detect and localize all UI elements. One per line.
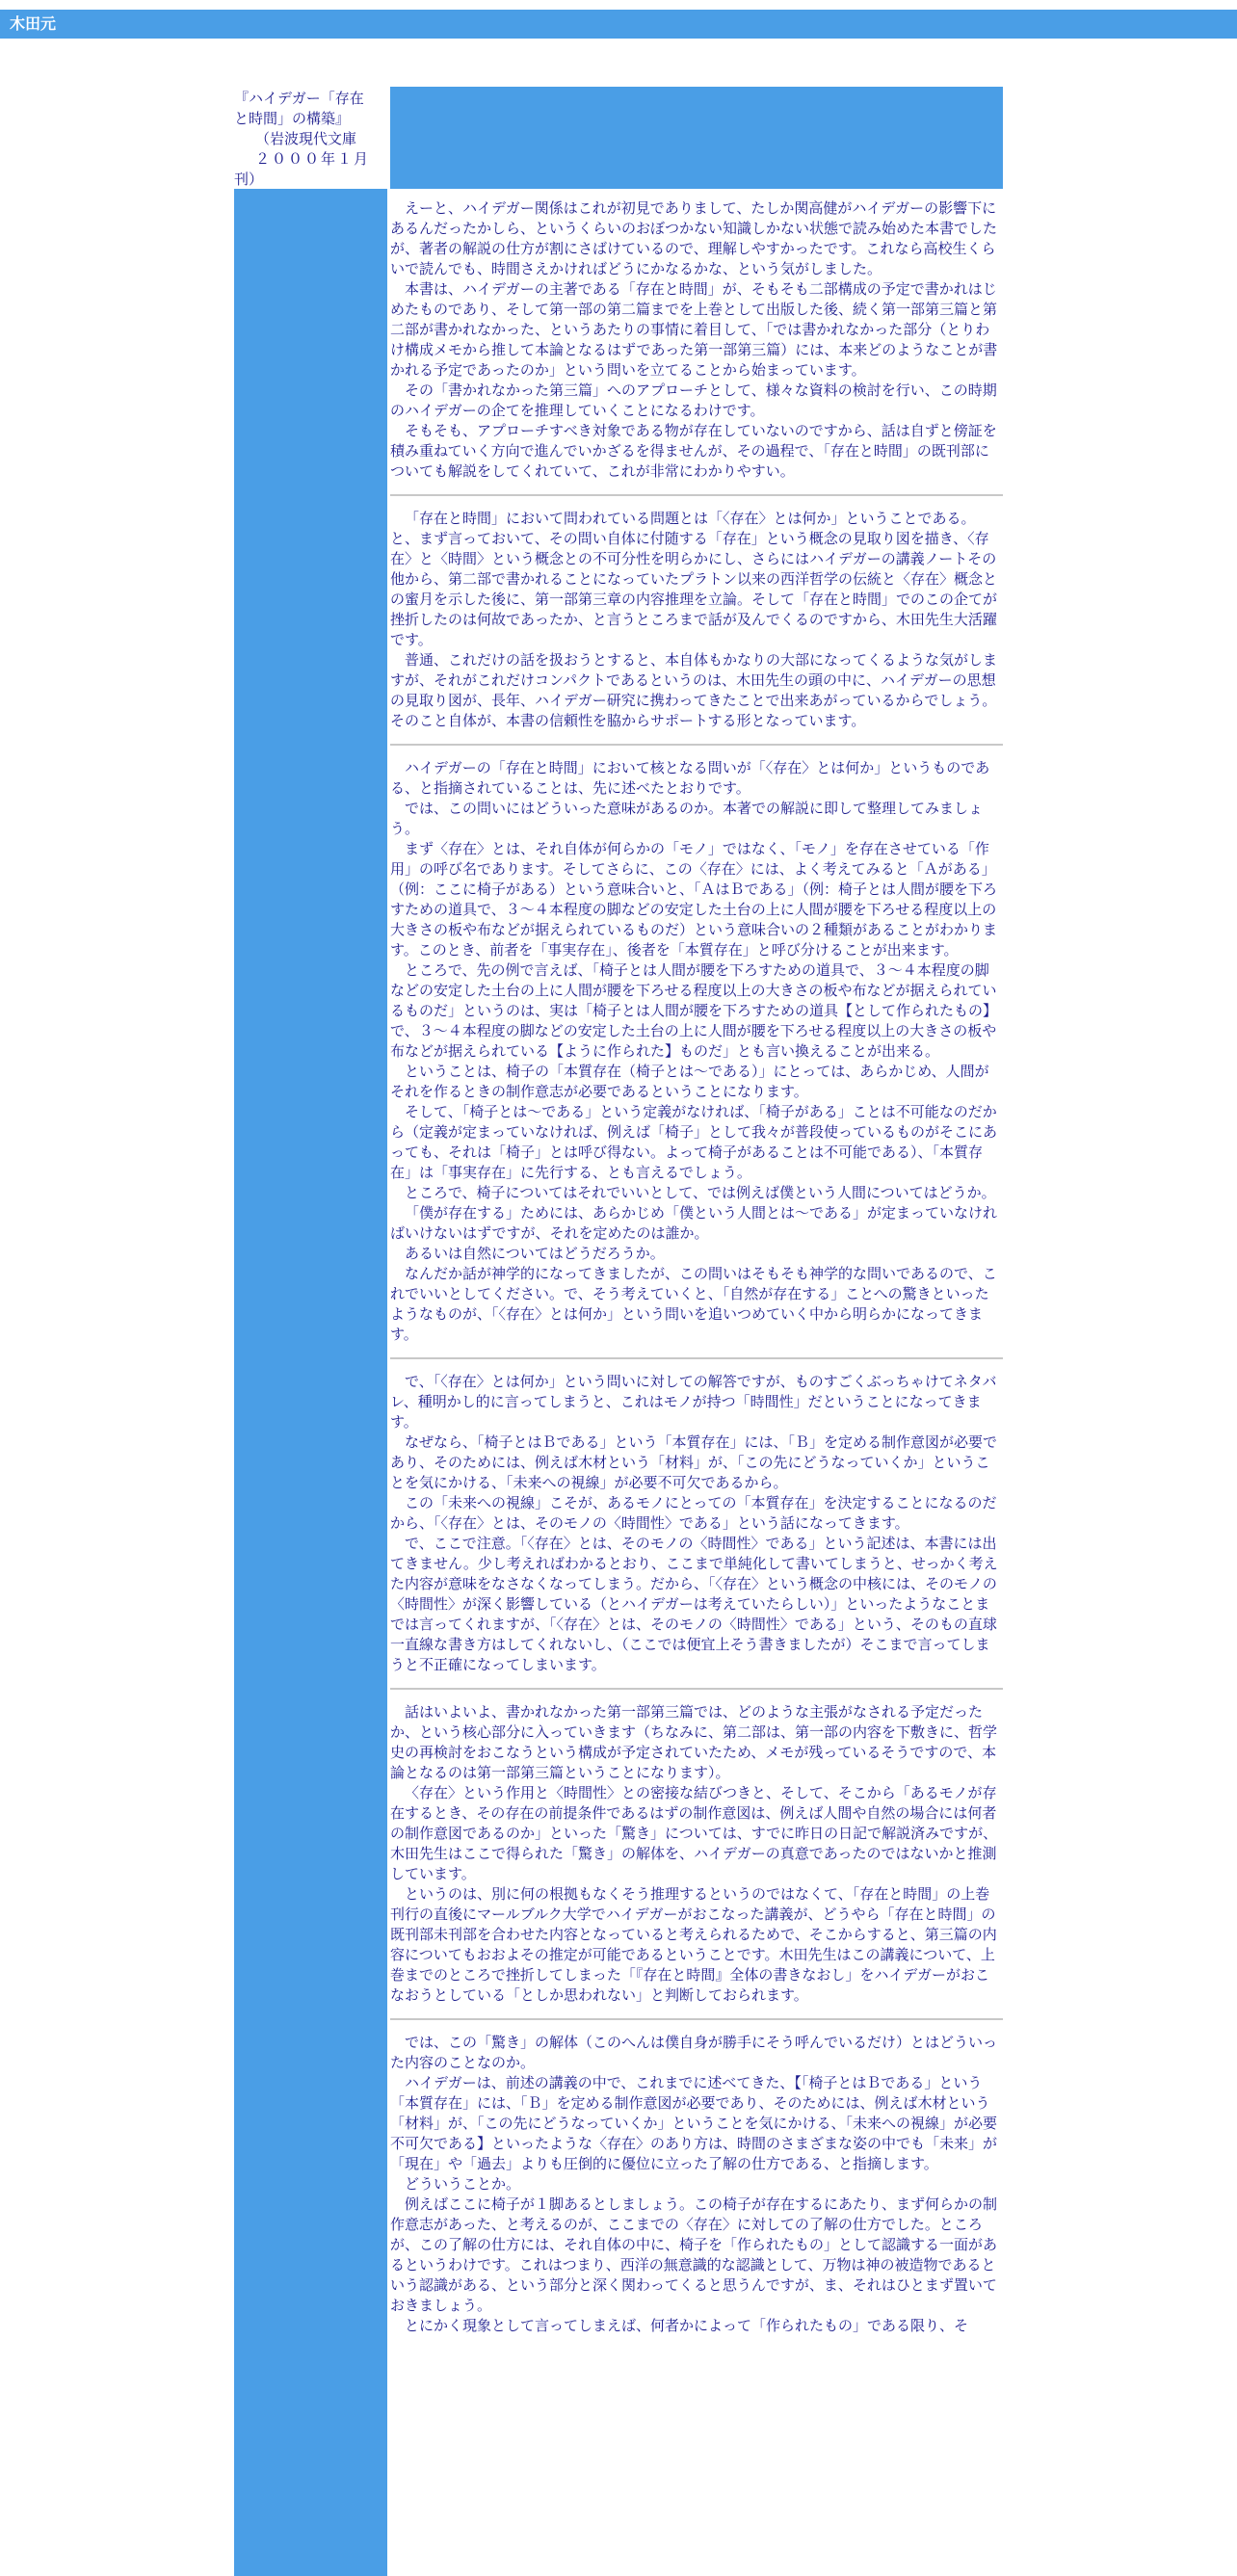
paragraph: というのは、別に何の根拠もなくそう推理するというのではなくて、「存在と時間」の上巻刊行の直後にマールブルク大学でハイデガーがおこなった講義が、どうやら「存在と時間」の既刊部未刊部を合わせた内容となっていると考えられるためで、そこからすると、第三篇の内容についてもおおよその推定が可能であるということです。木田先生はこの講義について、上巻までのところで挫折してしまった「『存在と時間』全体の書きなおし」をハイデガーがおこなおうとしている「としか思われない」と判断しておられます。: [390, 1885, 997, 2004]
book-title: [234, 87, 387, 189]
paragraph: 例えばここに椅子が１脚あるとしましょう。この椅子が存在するにあたり、まず何らかの制作意志があった、と考えるのが、ここまでの〈存在〉に対しての了解の仕方でした。ところが、この了解の仕方には、それ自体の中に、椅子を「作られたもの」として認識する一面があるというわけです。これはつまり、西洋の無意識的な認識として、万物は神の被造物であるという認識がある、という部分と深く関わってくると思うんですが、ま、それはひとまず置いておきましょう。: [390, 2195, 998, 2314]
paragraph: では、この問いにはどういった意味があるのか。本著での解説に即して整理してみましょう。: [390, 800, 984, 837]
section-divider: [390, 1688, 1003, 1690]
paragraph: で、「〈存在〉とは何か」という問いに対しての解答ですが、ものすごくぶっちゃけてネタバレ、種明かし的に言ってしまうと、これはモノが持つ「時間性」だということになってきます。: [390, 1373, 997, 1431]
paragraph: まず〈存在〉とは、それ自体が何らかの「モノ」ではなく、「モノ」を存在させている「作用」の呼び名であります。そしてさらに、この〈存在〉には、よく考えてみると「Ａがある」（例：ここに椅子がある）という意味合いと、「ＡはＢである」（例：椅子とは人間が腰を下ろすための道具で、３～４本程度の脚などの安定した土台の上に人間が腰を下ろせる程度以上の大きさの板や布などが据えられているものだ）という意味合いの２種類があることがわかります。このとき、前者を「事実存在」、後者を「本質存在」と呼び分けることが出来ます。: [390, 840, 998, 959]
title-row: [234, 87, 1003, 189]
section-divider: [390, 494, 1003, 496]
section-divider: [390, 744, 1003, 746]
paragraph: では、この「驚き」の解体（このへんは僕自身が勝手にそう呼んでいるだけ）とはどういった内容のことなのか。: [390, 2034, 998, 2071]
paragraph: そして、「椅子とは～である」という定義がなければ、「椅子がある」ことは不可能なのだから（定義が定まっていなければ、例えば「椅子」として我々が普段使っているものがそこにあっても、それは「椅子」とは呼び得ない。よって椅子があることは不可能である）、「本質存在」は「事実存在」に先行する、とも言えるでしょう。: [390, 1103, 998, 1181]
paragraph: ところで、先の例で言えば、「椅子とは人間が腰を下ろすための道具で、３～４本程度の脚などの安定した土台の上に人間が腰を下ろせる程度以上の大きさの板や布などが据えられているものだ」というのは、実は「椅子とは人間が腰を下ろすための道具【として作られたもの】で、３～４本程度の脚などの安定した土台の上に人間が腰を下ろせる程度以上の大きさの板や布などが据えられている【ように作られた】ものだ」とも言い換えることが出来る。: [390, 961, 998, 1060]
paragraph: なんだか話が神学的になってきましたが、この問いはそもそも神学的な問いであるので、これでいいとしてください。で、そう考えていくと、「自然が存在する」ことへの驚きといったようなものが、「〈存在〉とは何か」という問いを追いつめていく中から明らかになってきます。: [390, 1265, 997, 1343]
review-section: [390, 509, 1003, 741]
paragraph: 「僕が存在する」ためには、あらかじめ「僕という人間とは～である」が定まっていなければいけないはずですが、それを定めたのは誰か。: [390, 1204, 998, 1242]
paragraph: とにかく現象として言ってしまえば、何者かによって「作られたもの」である限り、そ: [405, 2317, 969, 2334]
section-divider: [390, 2018, 1003, 2020]
book-review-table: [234, 87, 1003, 2576]
book-title-line: と時間」の構築』: [234, 110, 351, 127]
paragraph: この「未来への視線」こそが、あるモノにとっての「本質存在」を決定することになるのだから、「〈存在〉とは、そのモノの〈時間性〉である」という話になってきます。: [390, 1494, 997, 1532]
paragraph: 「存在と時間」において問われている問題とは「〈存在〉とは何か」ということである。と、まず言っておいて、その問い自体に付随する「存在」という概念の見取り図を描き、〈存在〉と〈時間〉という概念との不可分性を明らかにし、さらにはハイデガーの講義ノートその他から、第二部で書かれることになっていたプラトン以来の西洋哲学の伝統と〈存在〉概念との蜜月を示した後に、第一部第三章の内容推理を立論。そして「存在と時間」でのこの企てが挫折したのは何故であったか、と言うところまで話が及んでくるのですから、木田先生大活躍です。: [390, 510, 998, 648]
paragraph: えーと、ハイデガー関係はこれが初見でありまして、たしか関高健がハイデガーの影響下にあるんだったかしら、というくらいのおぼつかない知識しかない状態で読み始めた本書でしたが、著者の解説の仕方が割にさばけているので、理解しやすかったです。これなら高校生くらいで読んでも、時間さえかければどうにかなるかな、という気がしました。: [390, 199, 998, 277]
paragraph: その「書かれなかった第三篇」へのアプローチとして、様々な資料の検討を行い、この時期のハイデガーの企てを推理していくことになるわけです。: [390, 381, 997, 419]
paragraph: 〈存在〉という作用と〈時間性〉との密接な結びつきと、そして、そこから「あるモノが存在するとき、その存在の前提条件であるはずの制作意図は、例えば人間や自然の場合には何者の制作意図であるのか」といった「驚き」については、すでに昨日の日記で解説済みですが、木田先生はここで得られた「驚き」の解体を、ハイデガーの真意であったのではないかと推測しています。: [390, 1784, 998, 1882]
paragraph: 普通、これだけの話を扱おうとすると、本自体もかなりの大部になってくるような気がしますが、それがこれだけコンパクトであるというのは、木田先生の頭の中に、ハイデガーの思想の見取り図が、長年、ハイデガー研究に携わってきたことで出来あがっているからでしょう。そのこと自体が、本書の信頼性を脇からサポートする形となっています。: [390, 651, 998, 729]
sidebar-blue: [234, 189, 387, 2576]
paragraph: そもそも、アプローチすべき対象である物が存在していないのですから、話は自ずと傍証を積み重ねていく方向で進んでいかざるを得ませんが、その過程で、「存在と時間」の既刊部についても解説をしてくれていて、これが非常にわかりやすい。: [390, 422, 997, 480]
author-name: 木田元: [10, 14, 57, 33]
book-publisher-line: （岩波現代文庫: [255, 130, 357, 147]
paragraph: 話はいよいよ、書かれなかった第一部第三篇では、どのような主張がなされる予定だったか、という核心部分に入っていきます（ちなみに、第二部は、第一部の内容を下敷きに、哲学史の再検討をおこなうという構成が予定されていたため、メモが残っているそうですので、本論となるのは第一部第三篇ということになります）。: [390, 1703, 998, 1781]
paragraph: ところで、椅子についてはそれでいいとして、では例えば僕という人間についてはどうか。: [405, 1184, 996, 1201]
paragraph: ハイデガーの「存在と時間」において核となる問いが「〈存在〉とは何か」というものである、と指摘されていることは、先に述べたとおりです。: [390, 759, 990, 797]
review-section: [390, 198, 1003, 491]
paragraph: どういうことか。: [405, 2175, 521, 2193]
review-body: [390, 189, 1007, 2576]
review-section: [390, 1702, 1003, 2015]
book-date-line: 刊）: [234, 171, 264, 188]
title-bar-blue: [390, 87, 1003, 189]
review-section: [390, 1372, 1003, 1685]
review-section: [390, 2033, 1003, 2346]
paragraph: 本書は、ハイデガーの主著である「存在と時間」が、そもそも二部構成の予定で書かれはじめたものであり、そして第一部の第二篇までを上巻として出版した後、続く第一部第三篇と第二部が書かれなかった、というあたりの事情に着目して、「では書かれなかった部分（とりわけ構成メモから推して本論となるはずであった第一部第三篇）には、本来どのようなことが書かれる予定であったのか」という問いを立てることから始まっています。: [390, 280, 998, 379]
paragraph: ハイデガーは、前述の講義の中で、これまでに述べてきた、【「椅子とはＢである」という「本質存在」には、「Ｂ」を定める制作意図が必要であり、そのためには、例えば木材という「材料」が、「この先にどうなっていくか」ということを気にかける、「未来への視線」が必要不可欠である】といったような〈存在〉のあり方は、時間のさまざまな姿の中でも「未来」が「現在」や「過去」よりも圧倒的に優位に立った了解の仕方である、と指摘します。: [390, 2074, 998, 2172]
content-row: [234, 189, 1003, 2576]
book-title-line: 『ハイデガー「存在: [234, 90, 364, 107]
paragraph: ということは、椅子の「本質存在（椅子とは～である）」にとっては、あらかじめ、人間がそれを作るときの制作意志が必要であるということになります。: [390, 1063, 989, 1100]
author-header: [0, 10, 1237, 39]
section-divider: [390, 1357, 1003, 1359]
book-date-line: ２０００年１月: [255, 150, 371, 168]
paragraph: なぜなら、「椅子とはＢである」という「本質存在」には、「Ｂ」を定める制作意図が必要であり、そのためには、例えば木材という「材料」が、「この先にどうなっていくか」ということを気にかける、「未来への視線」が必要不可欠であるから。: [390, 1433, 998, 1491]
review-section: [390, 758, 1003, 1354]
paragraph: あるいは自然についてはどうだろうか。: [405, 1245, 665, 1262]
paragraph: で、ここで注意。「〈存在〉とは、そのモノの〈時間性〉である」という記述は、本書には出てきません。少し考えればわかるとおり、ここまで単純化して書いてしまうと、せっかく考えた内容が意味をなさなくなってしまう。だから、「〈存在〉という概念の中核には、そのモノの〈時間性〉が深く影響している（とハイデガーは考えていたらしい）」といったようなことまでは言ってくれますが、「〈存在〉とは、そのモノの〈時間性〉である」という、そのもの直球一直線な書き方はしてくれないし、（ここでは便宜上そう書きましたが）そこまで言ってしまうと不正確になってしまいます。: [390, 1535, 998, 1673]
